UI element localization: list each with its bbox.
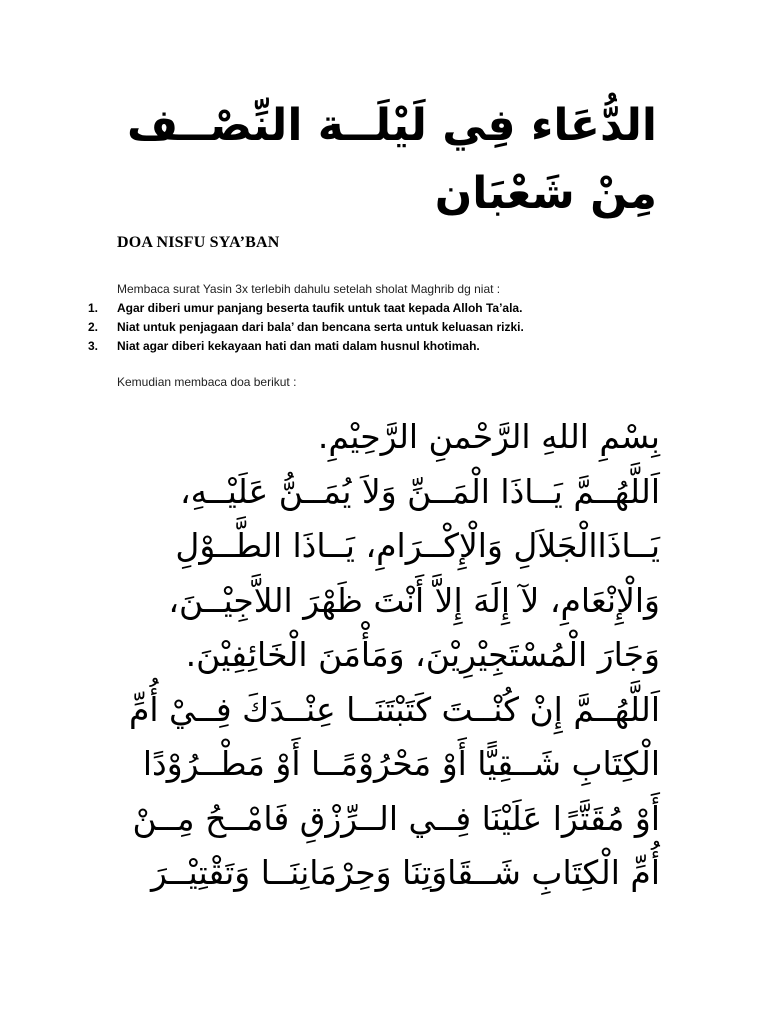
doa-text (110, 410, 660, 901)
doa-line: اَللَّهُــمَّ إِنْ كُنْــتَ كَتَبْتَنَــا عِنْــدَكَ فِــيْ أُمِّ (128, 689, 660, 729)
arabic-title: الدُّعَاء فِي لَيْلَــة النِّصْــف مِنْ شَعْبَان (127, 100, 657, 219)
doa-line: اَللَّهُــمَّ يَــاذَا الْمَــنِّ وَلاَ يُمَــنُّ عَلَيْــهِ، (179, 471, 660, 511)
outro-paragraph: Kemudian membaca doa berikut : (117, 375, 297, 389)
niat-list (88, 299, 524, 356)
intro-paragraph: Membaca surat Yasin 3x terlebih dahulu setelah sholat Maghrib dg niat : (117, 282, 501, 296)
latin-title: DOA NISFU SYA’BAN (117, 234, 280, 251)
list-item-number: 1. (88, 301, 99, 315)
doa-line: أَوْ مُقَتَّرًا عَلَيْنَا فِــي الــرِّزْقِ فَامْــحُ مِــنْ (132, 798, 660, 838)
list-item (88, 318, 524, 337)
list-item-text: Agar diberi umur panjang beserta taufik untuk taat kepada Alloh Ta’ala. (117, 301, 523, 315)
list-item-number: 3. (88, 339, 99, 353)
list-item-text: Niat agar diberi kekayaan hati dan mati dalam husnul khotimah. (117, 339, 480, 353)
doa-line: الْكِتَابِ شَــقِيًّا أَوْ مَحْرُوْمًــا أَوْ مَطْــرُوْدًا (142, 744, 660, 783)
doa-line: وَالْإِنْعَامِ، لآ إِلَهَ إِلاَّ أَنْتَ ظَهْرَ اللاَّجِيْــنَ، (168, 580, 660, 620)
doa-line: وَجَارَ الْمُسْتَجِيْرِيْنَ، وَمَأْمَنَ الْخَائِفِيْنَ. (185, 635, 660, 674)
list-item (88, 299, 524, 318)
doa-line: يَــاذَاالْجَلاَلِ وَالْإِكْــرَامِ، يَــاذَا الطَّــوْلِ (175, 526, 660, 565)
doa-line: بِسْمِ اللهِ الرَّحْمنِ الرَّحِيْمِ. (317, 417, 660, 456)
list-item-text: Niat untuk penjagaan dari bala’ dan bencana serta untuk keluasan rizki. (117, 320, 524, 334)
doa-line: أُمِّ الْكِتَابِ شَــقَاوَتِنَا وَحِرْمَانِنَــا وَتَقْتِيْــرَ (150, 853, 660, 892)
list-item-number: 2. (88, 320, 99, 334)
list-item (88, 337, 524, 356)
